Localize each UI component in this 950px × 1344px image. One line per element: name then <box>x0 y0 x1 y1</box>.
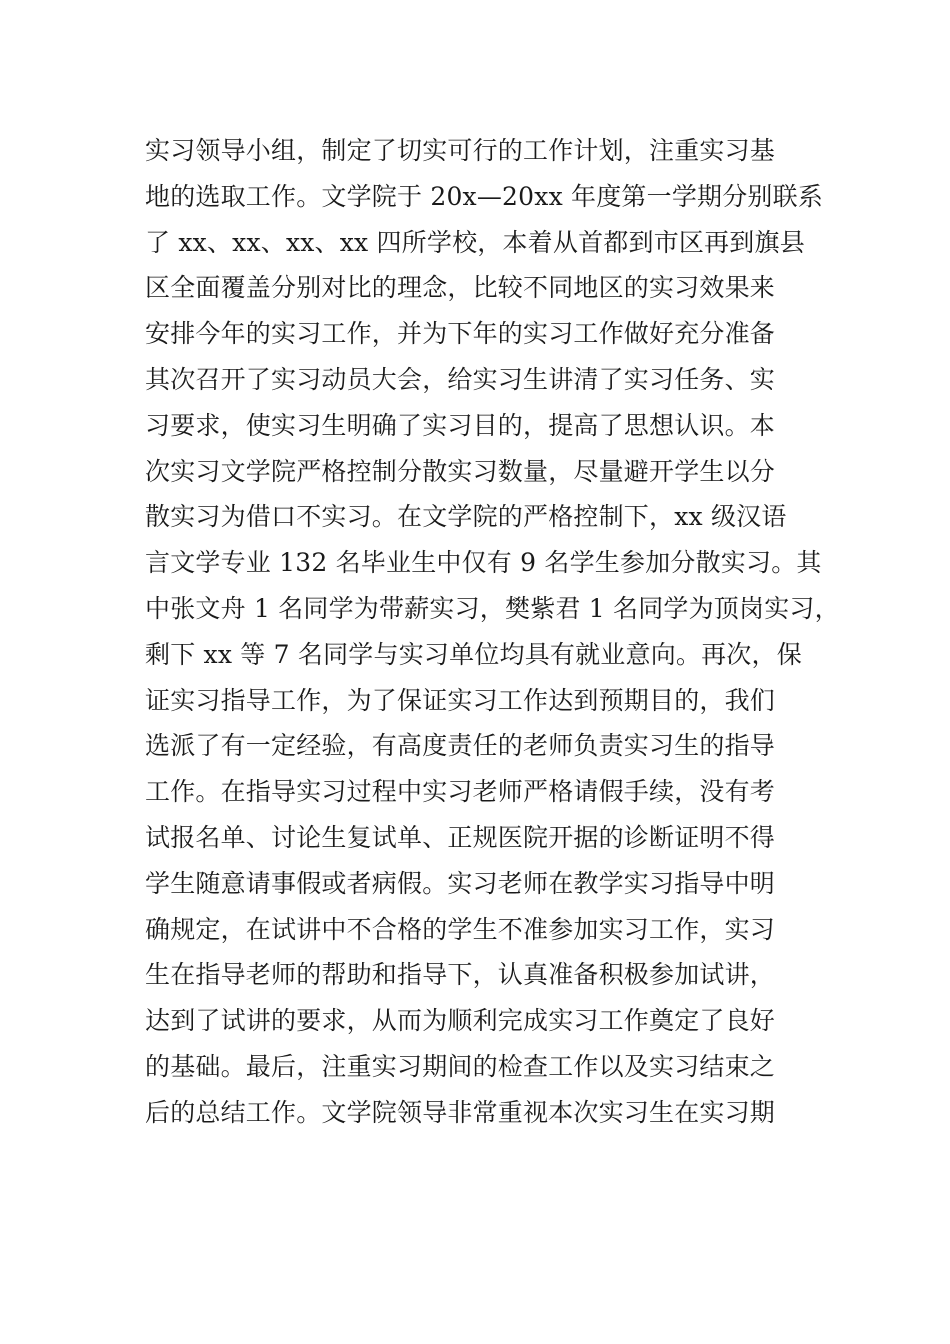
text-line: 达到了试讲的要求，从而为顺利完成实习工作奠定了良好 <box>145 1006 776 1036</box>
text-line: 后的总结工作。文学院领导非常重视本次实习生在实习期 <box>145 1097 776 1127</box>
text-line: 中张文舟 1 名同学为带薪实习，樊紫君 1 名同学为顶岗实习， <box>145 593 840 623</box>
text-line: 工作。在指导实习过程中实习老师严格请假手续，没有考 <box>145 777 776 807</box>
text-line: 其次召开了实习动员大会，给实习生讲清了实习任务、实 <box>145 364 776 394</box>
text-line: 言文学专业 132 名毕业生中仅有 9 名学生参加分散实习。其 <box>145 548 822 578</box>
text-line: 地的选取工作。文学院于 20x—20xx 年度第一学期分别联系 <box>145 181 824 211</box>
body-text <box>145 128 840 1136</box>
text-line: 证实习指导工作，为了保证实习工作达到预期目的，我们 <box>145 685 776 715</box>
text-line: 实习领导小组，制定了切实可行的工作计划，注重实习基 <box>145 136 776 165</box>
text-line: 安排今年的实习工作，并为下年的实习工作做好充分准备 <box>145 319 776 349</box>
text-line: 剩下 xx 等 7 名同学与实习单位均具有就业意向。再次，保 <box>145 639 802 669</box>
text-line: 选派了有一定经验，有高度责任的老师负责实习生的指导 <box>145 731 776 761</box>
text-line: 了 xx、xx、xx、xx 四所学校，本着从首都到市区再到旗县 <box>145 227 805 257</box>
text-line: 生在指导老师的帮助和指导下，认真准备积极参加试讲， <box>145 960 776 990</box>
text-line: 学生随意请事假或者病假。实习老师在教学实习指导中明 <box>145 868 776 898</box>
text-line: 散实习为借口不实习。在文学院的严格控制下，xx 级汉语 <box>145 502 787 532</box>
text-line: 试报名单、讨论生复试单、正规医院开据的诊断证明不得 <box>145 822 776 852</box>
text-line: 区全面覆盖分别对比的理念，比较不同地区的实习效果来 <box>145 273 776 303</box>
text-line: 确规定，在试讲中不合格的学生不准参加实习工作，实习 <box>145 914 776 944</box>
text-line: 的基础。最后，注重实习期间的检查工作以及实习结束之 <box>145 1051 776 1081</box>
text-line: 习要求，使实习生明确了实习目的，提高了思想认识。本 <box>145 410 776 440</box>
text-line: 次实习文学院严格控制分散实习数量，尽量避开学生以分 <box>145 456 776 486</box>
